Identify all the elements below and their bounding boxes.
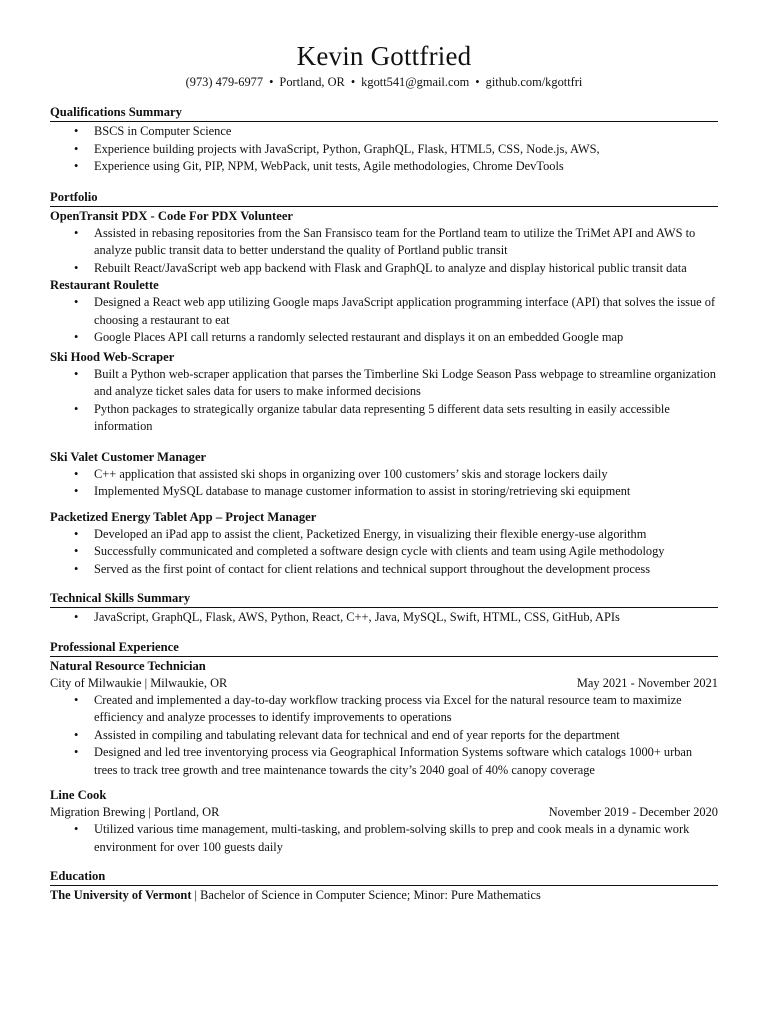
job-bullets xyxy=(50,692,718,780)
qualifications-section xyxy=(50,104,718,176)
list-item: • Created and implemented a day-to-day workflow tracking process via Excel for the natural resource team to maximize efficiency and analyze processes to identify improvements to operations xyxy=(94,692,718,727)
list-item: • Experience building projects with JavaScript, Python, GraphQL, Flask, HTML5, CSS, Node.js, AWS, xyxy=(94,141,718,159)
list-item: • Implemented MySQL database to manage customer information to assist in storing/retrieving ski equipment xyxy=(94,483,718,501)
job-organization: Migration Brewing | Portland, OR xyxy=(50,805,220,819)
list-item: • Designed and led tree inventorying process via Geographical Information Systems software which catalogs 1000+ urban trees to track tree growth and tree maintenance towards the city’s 2040 goal of 40% canopy coverage xyxy=(94,744,718,779)
project-entry xyxy=(50,349,718,436)
list-item: • Rebuilt React/JavaScript web app backend with Flask and GraphQL to analyze and display historical public transit data xyxy=(94,260,718,278)
education-line xyxy=(50,887,718,904)
list-item: • Google Places API call returns a randomly selected restaurant and displays it on an embedded Google map xyxy=(94,329,718,347)
skills-section xyxy=(50,590,718,627)
list-item: • Python packages to strategically organize tabular data representing 5 different data sets resulting in easily accessible information xyxy=(94,401,718,436)
list-item: • C++ application that assisted ski shops in organizing over 100 customers’ skis and storage lockers daily xyxy=(94,466,718,484)
project-name: Packetized Energy Tablet App – Project Manager xyxy=(50,509,317,524)
job-meta-row xyxy=(50,675,718,692)
job-dates: November 2019 - December 2020 xyxy=(548,805,718,819)
job-organization: City of Milwaukie | Milwaukie, OR xyxy=(50,675,228,690)
project-bullets xyxy=(50,366,718,436)
section-title: Technical Skills Summary xyxy=(50,590,718,608)
project-entry xyxy=(50,277,718,347)
education-divider: | xyxy=(191,888,201,902)
job-entry xyxy=(50,787,718,856)
job-meta-row xyxy=(50,804,718,821)
list-item: • Built a Python web-scraper application that parses the Timberline Ski Lodge Season Pass webpage to streamline organization and analyze ticket sales data for users to make informed decisions xyxy=(94,366,718,401)
section-title: Professional Experience xyxy=(50,639,718,657)
project-name: Ski Hood Web-Scraper xyxy=(50,349,175,364)
skills-list xyxy=(50,609,718,627)
contact-line xyxy=(50,73,718,91)
list-item: • Experience using Git, PIP, NPM, WebPack, unit tests, Agile methodologies, Chrome DevTools xyxy=(94,158,718,176)
list-item: • JavaScript, GraphQL, Flask, AWS, Python, React, C++, Java, MySQL, Swift, HTML, CSS, GitHub, APIs xyxy=(94,609,718,627)
education-section xyxy=(50,868,718,904)
list-item: • BSCS in Computer Science xyxy=(94,123,718,141)
list-item: • Successfully communicated and completed a software design cycle with clients and team using Agile methodology xyxy=(94,543,718,561)
qualifications-list xyxy=(50,123,718,176)
job-role: Natural Resource Technician xyxy=(50,658,206,673)
project-bullets xyxy=(50,466,718,501)
job-role: Line Cook xyxy=(50,788,107,802)
project-bullets xyxy=(50,294,718,347)
project-bullets xyxy=(50,225,718,278)
email-address: kgott541@gmail.com xyxy=(361,75,470,89)
job-entry xyxy=(50,658,718,780)
section-title: Portfolio xyxy=(50,189,718,207)
section-title: Qualifications Summary xyxy=(50,104,718,122)
project-entry xyxy=(50,208,718,278)
phone-number: (973) 479-6977 xyxy=(185,75,264,89)
list-item: • Served as the first point of contact for client relations and technical support throughout the development process xyxy=(94,561,718,579)
section-title: Education xyxy=(50,868,718,886)
list-item: • Utilized various time management, multi-tasking, and problem-solving skills to prep and cook meals in a dynamic work environment for over 100 guests daily xyxy=(94,821,718,856)
resume-page xyxy=(50,40,718,904)
school-name: The University of Vermont xyxy=(50,888,192,902)
job-bullets xyxy=(50,821,718,856)
contact-separator: • xyxy=(269,75,274,89)
project-entry xyxy=(50,509,718,579)
project-name: Ski Valet Customer Manager xyxy=(50,449,207,464)
project-bullets xyxy=(50,526,718,579)
list-item: • Designed a React web app utilizing Google maps JavaScript application programming interface (API) that solves the issue of choosing a restaurant to eat xyxy=(94,294,718,329)
list-item: • Developed an iPad app to assist the client, Packetized Energy, in visualizing their flexible energy-use algorithm xyxy=(94,526,718,544)
contact-separator: • xyxy=(475,75,480,89)
experience-section xyxy=(50,639,718,857)
candidate-name: Kevin Gottfried xyxy=(296,41,472,71)
project-name: Restaurant Roulette xyxy=(50,278,159,292)
project-entry xyxy=(50,449,718,501)
degree: Bachelor of Science in Computer Science; Minor: Pure Mathematics xyxy=(200,888,541,902)
job-dates: May 2021 - November 2021 xyxy=(576,675,718,690)
github-link: github.com/kgottfri xyxy=(485,75,583,89)
list-item: • Assisted in compiling and tabulating relevant data for technical and end of year reports for the department xyxy=(94,727,718,745)
portfolio-section xyxy=(50,189,718,579)
contact-separator: • xyxy=(350,75,356,89)
location: Portland, OR xyxy=(279,75,345,89)
list-item: • Assisted in rebasing repositories from the San Fransisco team for the Portland team to utilize the TriMet API and AWS to analyze public transit data to better understand the quality of Portland public transit xyxy=(94,225,718,260)
project-name: OpenTransit PDX - Code For PDX Volunteer xyxy=(50,208,294,223)
